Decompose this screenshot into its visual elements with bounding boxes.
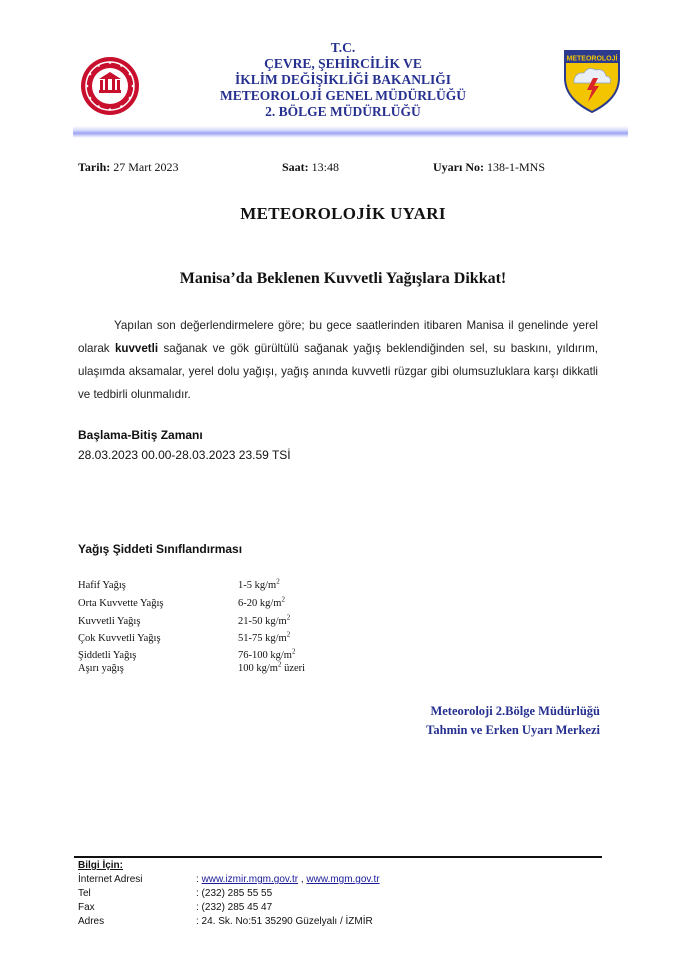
schedule-value: 28.03.2023 00.00-28.03.2023 23.59 TSİ	[78, 448, 291, 462]
classification-row	[78, 660, 378, 679]
warning-number-field	[433, 160, 545, 175]
ministry-seal-logo	[80, 56, 140, 116]
time-value: 13:48	[311, 160, 340, 174]
footer-divider	[74, 856, 602, 858]
mgm-link[interactable]: www.mgm.gov.tr	[306, 874, 380, 885]
warning-paragraph	[78, 314, 598, 406]
classification-value: 51-75 $kg/m^2$	[238, 630, 291, 644]
address-value: : 24. Sk. No:51 35290 Güzelyalı / İZMİR	[196, 916, 373, 927]
header-line: İKLİM DEĞİŞİKLİĞİ BAKANLIĞI	[234, 72, 452, 87]
header-line: ÇEVRE, ŞEHİRCİLİK VE	[264, 56, 422, 71]
warning-subtitle: Manisa’da Beklenen Kuvvetli Yağışlara Dikkat!	[179, 270, 507, 287]
footer-heading: Bilgi İçin:	[78, 860, 123, 871]
fax-value: : (232) 285 45 47	[196, 902, 273, 913]
address-label: Adres	[78, 916, 105, 927]
office-line: Tahmin ve Erken Uyarı Merkezi	[426, 723, 600, 737]
classification-value: 76-100 $kg/m^2$	[238, 647, 296, 661]
header-divider	[73, 126, 628, 138]
classification-value: 100 $kg/m^2$ üzeri	[238, 660, 306, 674]
classification-name: Hafif Yağış	[78, 580, 126, 591]
meteoroloji-shield-logo	[562, 48, 622, 114]
shield-text: METEOROLOJİ	[566, 55, 618, 63]
header-line: 2. BÖLGE MÜDÜRLÜĞÜ	[265, 104, 421, 119]
tel-value: : (232) 285 55 55	[196, 888, 273, 899]
fax-label: Fax	[78, 902, 95, 913]
date-value: 27 Mart 2023	[113, 160, 179, 174]
office-line: Meteoroloji 2.Bölge Müdürlüğü	[430, 704, 600, 718]
classification-value: 1-5 $kg/m^2$	[238, 577, 280, 591]
ministry-header	[180, 40, 506, 120]
classification-value: 21-50 $kg/m^2$	[238, 613, 291, 627]
classification-name: Çok Kuvvetli Yağış	[78, 633, 161, 644]
classification-row	[78, 613, 378, 632]
header-line: T.C.	[330, 40, 356, 55]
classification-name: Orta Kuvvette Yağış	[78, 598, 164, 609]
warning-label: Uyarı No:	[433, 160, 484, 174]
classification-row	[78, 595, 378, 614]
tel-label: Tel	[78, 888, 91, 899]
internet-value: : www.izmir.mgm.gov.tr , www.mgm.gov.tr	[196, 874, 380, 885]
warning-value: 138-1-MNS	[487, 160, 546, 174]
schedule-label: Başlama-Bitiş Zamanı	[78, 428, 203, 442]
header-line: METEOROLOJİ GENEL MÜDÜRLÜĞÜ	[219, 88, 467, 103]
classification-value: 6-20 $kg/m^2$	[238, 595, 285, 609]
date-field	[78, 160, 179, 175]
paragraph-text: sağanak ve gök gürültülü sağanak yağış beklendiğinden sel, su baskını, yıldırım, ulaşımda aksamalar, yerel dolu yağışı, yağış anında kuvvetli rüzgar gibi olumsuzluklara karşı dikkatli ve tedbirli olunmalıdır.	[78, 342, 598, 401]
internet-label: İnternet Adresi	[78, 874, 143, 885]
classification-name: Aşırı yağış	[78, 663, 124, 674]
classification-name: Kuvvetli Yağış	[78, 616, 141, 627]
paragraph-text: Yapılan son değerlendirmelere göre; bu gece saatlerinden itibaren Manisa il genelinde yerel olarak	[78, 319, 598, 355]
time-label: Saat:	[282, 160, 309, 174]
classification-title: Yağış Şiddeti Sınıflandırması	[78, 542, 243, 556]
document-title: METEOROLOJİK UYARI	[240, 204, 446, 223]
izmir-mgm-link[interactable]: www.izmir.mgm.gov.tr	[201, 874, 299, 885]
paragraph-emphasis: kuvvetli	[114, 342, 159, 355]
classification-row	[78, 577, 378, 596]
classification-row	[78, 630, 378, 649]
time-field	[282, 160, 339, 175]
classification-name: Şiddetli Yağış	[78, 650, 137, 661]
date-label: Tarih:	[78, 160, 111, 174]
issuing-office	[426, 702, 600, 740]
